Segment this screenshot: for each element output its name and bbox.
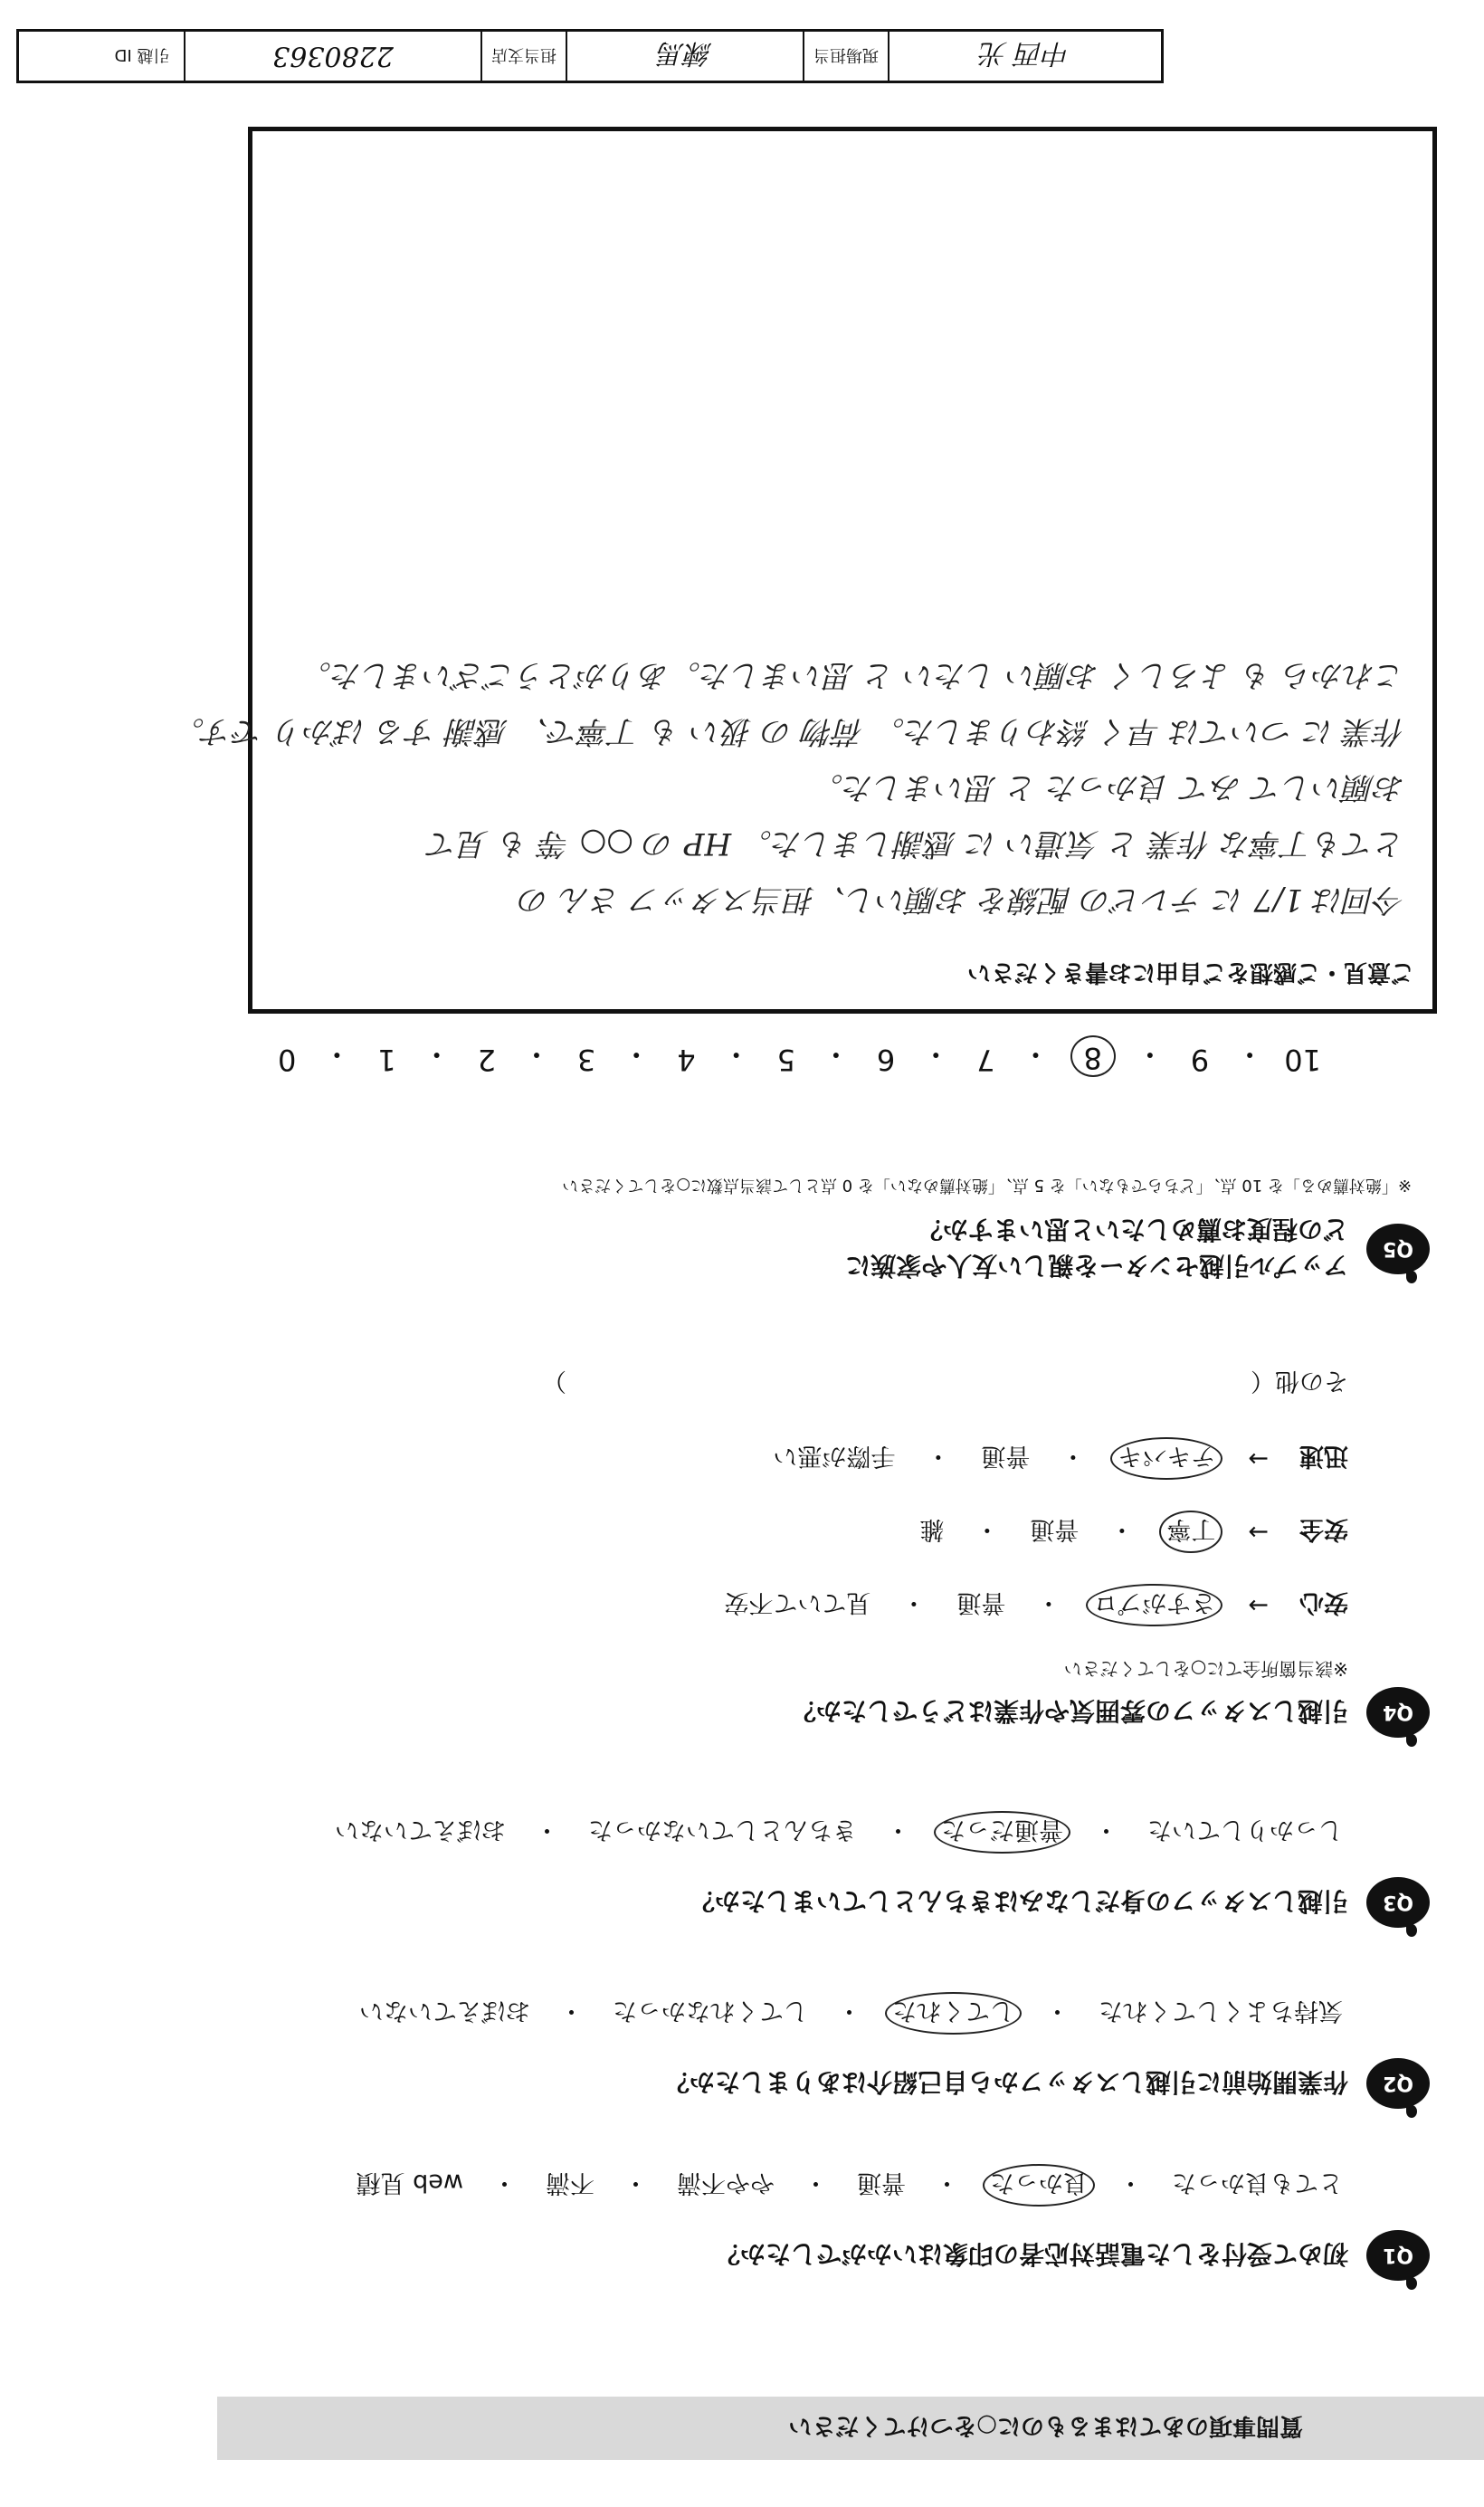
separator: ・ <box>975 1515 1000 1543</box>
q3-option[interactable]: おぼえていない <box>335 1816 506 1844</box>
q4-option[interactable]: 普通 <box>956 1588 1006 1616</box>
separator: ・ <box>935 2169 959 2197</box>
q2-options <box>235 1992 1348 2035</box>
question-2 <box>235 1992 1430 2109</box>
q4-row <box>235 1511 1348 1553</box>
q2-text: 作業開始前に引越しスタッフから自己紹介はありましたか？ <box>663 2067 1348 2097</box>
scale-value[interactable]: 9 <box>1190 1043 1210 1077</box>
q5-badge: Q5 <box>1366 1224 1430 1274</box>
q4-row <box>235 1584 1348 1626</box>
id-value: 2280363 <box>186 32 482 81</box>
separator: ・ <box>1109 1515 1135 1543</box>
q2-option[interactable]: 気持ちよくしてくれた <box>1099 1997 1343 2025</box>
separator: ・ <box>535 1816 559 1844</box>
q3-text: 引越しスタッフの身だしなみはきちんとしていましたか？ <box>689 1886 1348 1916</box>
separator: ・ <box>492 2169 517 2197</box>
comment-line: とても丁寧な 作業 と 気遣い に 感謝しました。 HP の ○○ 等 も 見て <box>427 825 1405 862</box>
q2-option[interactable]: おぼえていない <box>359 1997 530 2025</box>
q3-option[interactable]: しっかりしていた <box>1147 1816 1343 1844</box>
scale-value[interactable]: 2 <box>477 1043 496 1077</box>
q4-badge: Q4 <box>1366 1687 1430 1738</box>
q1-option[interactable]: web 見積 <box>356 2169 463 2197</box>
separator: ・ <box>1118 2169 1143 2197</box>
q4-option[interactable]: 普通 <box>981 1442 1031 1470</box>
staff-info-box <box>16 29 1164 83</box>
separator: ・ <box>901 1588 927 1616</box>
comment-title: ご意見・ご感想をご自由にお書きください <box>966 958 1414 986</box>
q1-text: 初めて受付をした電話対応者の印象はいかがでしたか？ <box>714 2239 1348 2269</box>
scale-value[interactable]: 8 <box>1070 1035 1116 1077</box>
q2-badge: Q2 <box>1366 2058 1430 2109</box>
q1-badge: Q1 <box>1366 2230 1430 2281</box>
scale-value[interactable]: 7 <box>976 1043 995 1077</box>
leader-value: 中西 光 <box>980 37 1070 69</box>
separator: ・ <box>322 1037 352 1072</box>
scale-value[interactable]: 4 <box>677 1043 696 1077</box>
q4-option[interactable]: 丁寧 <box>1159 1511 1222 1553</box>
q4-option[interactable]: 普通 <box>1030 1515 1080 1543</box>
comment-text <box>173 647 1405 928</box>
comment-line: 作業 に ついては 早く 終わりました。 荷物 の 扱い も 丁寧で、 感謝 する ばかり です。 <box>173 713 1405 749</box>
instruction-bar: 質問事項のあてはまるものに○をつけてください <box>217 2397 1484 2460</box>
q3-option[interactable]: 普通だった <box>934 1811 1070 1854</box>
leader-label: 現場担当 <box>804 32 889 81</box>
q4-option[interactable]: テキパキ <box>1110 1437 1222 1480</box>
q4-note: ※該当箇所全てに○をしてください <box>1063 1658 1348 1680</box>
arrow-icon: → <box>1248 1518 1269 1546</box>
q4-row-label: 迅速 <box>1299 1442 1348 1470</box>
separator: ・ <box>1094 1816 1118 1844</box>
separator: ・ <box>623 2169 648 2197</box>
q1-option[interactable]: 不満 <box>546 2169 595 2197</box>
branch-value: 練馬 <box>567 32 804 81</box>
q1-option[interactable]: 普通 <box>857 2169 906 2197</box>
q2-option[interactable]: してくれた <box>885 1992 1022 2035</box>
question-4 <box>235 1366 1430 1738</box>
separator: ・ <box>804 2169 828 2197</box>
separator: ・ <box>1061 1442 1086 1470</box>
question-1 <box>235 2164 1430 2281</box>
scale-value[interactable]: 3 <box>576 1043 596 1077</box>
separator: ・ <box>721 1037 751 1072</box>
q4-option[interactable]: 雑 <box>919 1515 945 1543</box>
q1-option[interactable]: 良かった <box>983 2164 1095 2207</box>
q4-text: 引越しスタッフの雰囲気や作業はどうでしたか？ <box>790 1696 1348 1726</box>
separator: ・ <box>1235 1037 1265 1072</box>
q4-rows <box>235 1437 1430 1626</box>
q1-options <box>235 2164 1348 2207</box>
scale-value[interactable]: 6 <box>876 1043 896 1077</box>
q4-option[interactable]: 手際が悪い <box>773 1442 896 1470</box>
arrow-icon: → <box>1248 1444 1269 1473</box>
q4-row-label: 安全 <box>1299 1515 1348 1543</box>
q4-other: その他（ ） <box>542 1367 1348 1395</box>
q1-option[interactable]: とても良かった <box>1172 2169 1343 2197</box>
separator: ・ <box>622 1037 652 1072</box>
separator: ・ <box>1135 1037 1165 1072</box>
q3-option[interactable]: きちんとしていなかった <box>588 1816 857 1844</box>
separator: ・ <box>886 1816 910 1844</box>
separator: ・ <box>821 1037 851 1072</box>
q5-note: ※「絶対薦める」を 10 点、「どちらでもない」を 5 点、「絶対薦めない」を 0 点として該当点数に○をしてください <box>562 1176 1412 1195</box>
separator: ・ <box>926 1442 951 1470</box>
scale-value[interactable]: 1 <box>377 1043 396 1077</box>
separator: ・ <box>559 1997 584 2025</box>
separator: ・ <box>521 1037 551 1072</box>
separator: ・ <box>1021 1037 1051 1072</box>
question-5 <box>235 1175 1430 1285</box>
q4-option[interactable]: さすがプロ <box>1086 1584 1222 1626</box>
comment-box <box>173 127 1437 1014</box>
arrow-icon: → <box>1248 1591 1269 1619</box>
q2-option[interactable]: してくれなかった <box>613 1997 808 2025</box>
scale-value[interactable]: 10 <box>1284 1043 1321 1077</box>
separator: ・ <box>921 1037 951 1072</box>
scale-value[interactable]: 5 <box>776 1043 795 1077</box>
separator: ・ <box>1045 1997 1070 2025</box>
q5-text-1: アップル引越センターを親しい友人や家族に <box>845 1251 1348 1281</box>
question-3 <box>235 1811 1430 1928</box>
id-label: 引越 ID <box>100 32 186 81</box>
q3-badge: Q3 <box>1366 1877 1430 1928</box>
q1-option[interactable]: やや不満 <box>677 2169 775 2197</box>
q3-options <box>235 1811 1348 1854</box>
comment-line: お願いして みて 良かった と 思いました。 <box>812 769 1405 805</box>
comment-line: 今回は 1/7 に テレビの 配線を お願いし、担当スタッフ さん の <box>518 882 1405 918</box>
separator: ・ <box>1036 1588 1061 1616</box>
branch-label: 担当支店 <box>482 32 567 81</box>
q4-row-label: 安心 <box>1299 1588 1348 1616</box>
comment-line: これから も よろしく お願い したい と 思いました。ありがとうございました。 <box>300 657 1405 693</box>
scale-value[interactable]: 0 <box>277 1043 297 1077</box>
recommend-scale <box>271 1035 1321 1077</box>
separator: ・ <box>422 1037 452 1072</box>
q4-row <box>235 1437 1348 1480</box>
q4-option[interactable]: 見ていて不安 <box>724 1588 871 1616</box>
q5-text-2: どの程度お薦めしたいと思いますか？ <box>917 1215 1348 1244</box>
separator: ・ <box>837 1997 861 2025</box>
